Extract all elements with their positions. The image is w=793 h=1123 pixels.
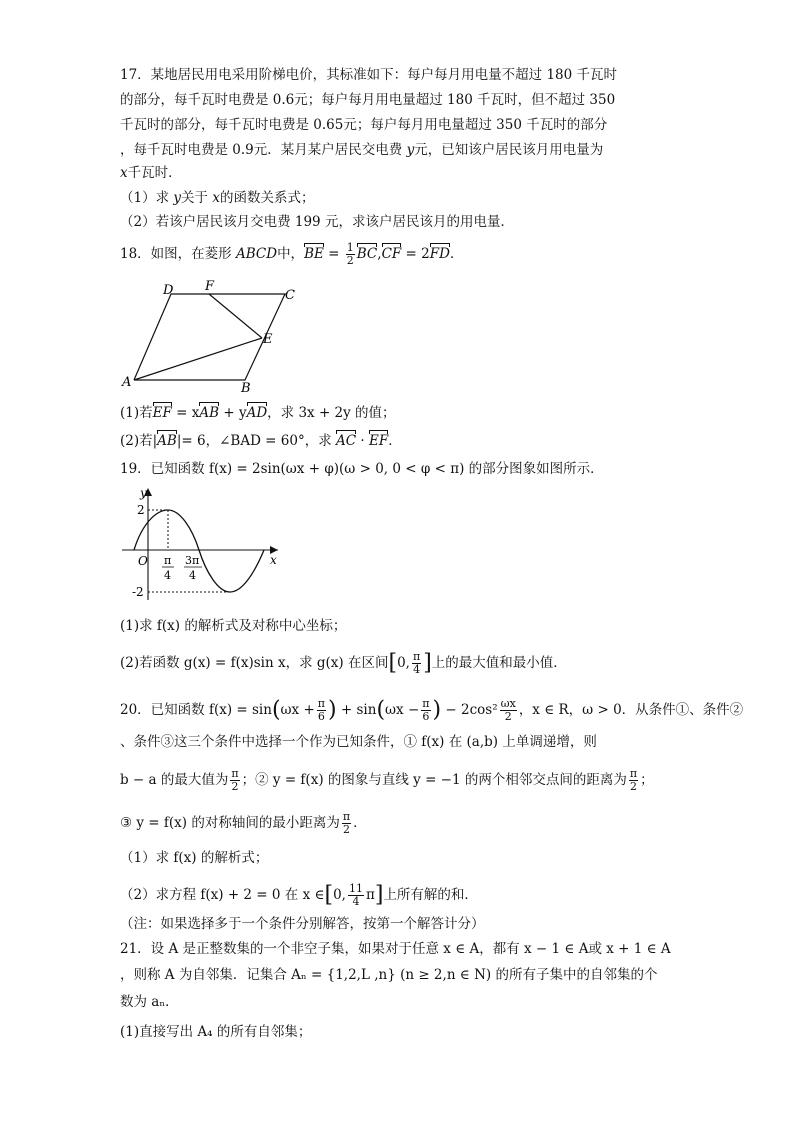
fraction-pi-2 [230,768,239,793]
q20-text: ωx + [280,702,315,718]
q18-text: ． [449,246,464,262]
origin-label: O [138,554,148,568]
q20-text: ；② y = f(x) 的图象与直线 y = −1 的两个相邻交点间的距离为 [241,772,627,788]
tick-4b: 4 [189,569,196,582]
q20-line-1 [120,698,743,723]
q17-text: （1）求 [120,190,174,206]
q20-note: （注：如果选择多于一个条件分别解答，按第一个解答计分） [120,916,485,932]
q19-text: 0, [397,655,410,671]
q17-var-x: x [212,190,220,206]
q18-text: 中， [277,246,305,262]
q18-part-1 [120,404,396,422]
q17-var-y: y [173,190,182,206]
q18-text: 18．如图，在菱形 [120,246,236,262]
fraction-wx-2 [500,698,517,723]
q18-text: = 2 [401,246,430,262]
q17-line-2: 的部分，每千瓦时电费是 0.6元；每户每月用电量超过 180 千瓦时，但不超过 350 [120,92,616,108]
q17-line-1: 17．某地居民用电采用阶梯电价，其标准如下：每户每月用电量不超过 180 千瓦时 [120,67,618,83]
axis-y-label: y [140,486,147,500]
q17-text: 的函数关系式； [219,190,315,206]
q17-text: ，每千瓦时电费是 0.9元．某月某户居民交电费 [120,142,407,158]
q18-text: + y [219,405,247,421]
label-c: C [285,288,295,303]
tick-4: 4 [164,569,171,582]
q20-text: 上所有解的和． [383,887,478,903]
sine-curve [134,510,264,592]
q17-text: 关于 [181,190,213,206]
q20-text: 0, [333,887,346,903]
frac-num: 11 [348,882,363,895]
bracket-right: ] [423,650,432,676]
fraction-pi-2 [342,811,351,836]
q17-var-x: x [120,165,128,181]
fraction-pi-4 [412,651,421,676]
vector-be: BE [304,246,324,262]
q18-text: ，求 3x + 2y 的值； [267,405,396,421]
q19-head: 19．已知函数 f(x) = 2sin(ωx + φ)(ω > 0, 0 < φ < π) 的部分图象如图所示． [120,461,604,477]
q17-text: 元，已知该户居民该月用电量为 [414,142,604,158]
frac-num: π [342,810,351,823]
q18-intro [120,242,463,267]
q17-part-1 [120,189,314,207]
vector-ab: AB [157,433,177,449]
q20-text: ，x ∈ R，ω > 0．从条件①、条件② [518,702,744,718]
frac-num: 1 [346,241,354,254]
q21-line-2: ，则称 A 为自邻集．记集合 Aₙ = {1,2,L ,n} (n ≥ 2,n ∈ N) 的所有子集中的自邻集的个 [120,967,658,983]
frac-num: π [412,650,421,663]
q19-text: 上的最大值和最小值． [431,655,567,671]
q20-line-4 [120,811,367,836]
q20-text: − 2cos² [441,702,498,718]
tick-neg2: -2 [132,585,144,599]
q20-text: ωx − [385,702,420,718]
frac-num: π [231,767,239,780]
q17-var-y: y [406,142,415,158]
q17-part-2: （2）若该户居民该月交电费 199 元，求该户居民该月的用电量． [120,214,514,230]
vector-ef: EF [152,405,172,421]
q18-part-2 [120,432,402,450]
tick-3pi: 3π [185,554,200,567]
frac-num: π [317,697,326,710]
frac-num: π [422,697,430,710]
q18-rhombus-name: ABCD [235,246,278,262]
q20-text: ． [353,815,367,831]
vector-ad: AD [246,405,268,421]
vector-ac: AC [336,433,357,449]
paren-left: ( [376,697,386,723]
q19-text: (2)若函数 g(x) = f(x)sin x，求 g(x) 在区间 [120,655,389,671]
q17-line-4 [120,141,603,159]
q18-text: , [377,246,382,262]
q21-line-1: 21．设 A 是正整数集的一个非空子集，如果对于任意 x ∈ A，都有 x − 1 ∈ A或 x + 1 ∈ A [120,941,671,957]
q20-part-2 [120,883,478,908]
q20-text: ； [640,772,654,788]
frac-den: 6 [422,710,430,723]
q17-line-5 [120,164,182,182]
frac-den: 4 [413,663,421,676]
q18-text: = [323,246,344,262]
bracket-left: [ [388,650,398,676]
tick-2: 2 [137,503,145,517]
label-e: E [263,332,273,347]
rhombus-figure [118,280,308,395]
q18-text: · [356,433,369,449]
q20-text: + sin [336,702,377,718]
q18-text: ． [388,433,402,449]
q20-part-1: （1）求 f(x) 的解析式； [120,850,269,866]
bracket-left: [ [324,882,334,908]
q19-part-1: (1)求 f(x) 的解析式及对称中心坐标； [120,618,347,634]
vector-ef: EF [368,433,389,449]
axis-x-label: x [270,553,277,567]
q18-text: = x [171,405,200,421]
label-b: B [241,381,251,395]
bracket-right: ] [374,882,384,908]
q20-line-2: 、条件③这三个条件中选择一个作为已知条件，① f(x) 在 (a,b) 上单调递增，则 [120,734,597,750]
vector-fd: FD [429,246,450,262]
q20-text: ③ y = f(x) 的对称轴间的最小距离为 [120,815,340,831]
segment-fe [209,294,262,338]
q17-line-3: 千瓦时的部分，每千瓦时电费是 0.65元；每户每月用电量超过 350 千瓦时的部分 [120,117,608,133]
frac-den: 2 [231,780,239,793]
frac-num: ωx [500,697,516,710]
fraction-11-4 [348,883,364,908]
paren-right: ) [328,697,337,723]
sine-graph [118,484,288,604]
vector-bc: BC [356,246,378,262]
frac-den: 2 [504,710,512,723]
fraction-pi-6 [317,698,326,723]
q21-part-1: (1)直接写出 A₄ 的所有自邻集； [120,1024,312,1040]
fraction-pi-6 [421,698,430,723]
vector-ab: AB [199,405,220,421]
segment-ae [134,338,262,380]
q20-text: b − a 的最大值为 [120,772,229,788]
q20-text: （2）求方程 f(x) + 2 = 0 在 x ∈ [120,887,325,903]
label-d: D [163,283,174,298]
vector-cf: CF [381,246,402,262]
paren-right: ) [432,697,442,723]
frac-den: 2 [342,823,350,836]
frac-den: 2 [346,254,354,267]
label-f: F [205,280,215,294]
label-a: A [122,375,132,390]
frac-num: π [629,767,638,780]
frac-den: 6 [317,710,325,723]
q20-line-3 [120,768,654,793]
fraction-pi-2 [629,768,638,793]
q20-text: π [365,887,375,903]
fraction-half [346,242,355,267]
paren-left: ( [271,697,281,723]
q18-text: |= 6，∠BAD = 60°，求 [176,433,337,449]
q18-text: (1)若 [120,405,153,421]
q18-text: (2)若| [120,433,158,449]
tick-pi: π [164,554,172,567]
q17-text: 千瓦时． [127,165,182,181]
frac-den: 2 [630,780,637,793]
frac-den: 4 [352,895,360,908]
q21-line-3: 数为 aₙ． [120,994,179,1010]
q20-text: 20．已知函数 f(x) = sin [120,702,272,718]
q19-part-2 [120,651,567,676]
